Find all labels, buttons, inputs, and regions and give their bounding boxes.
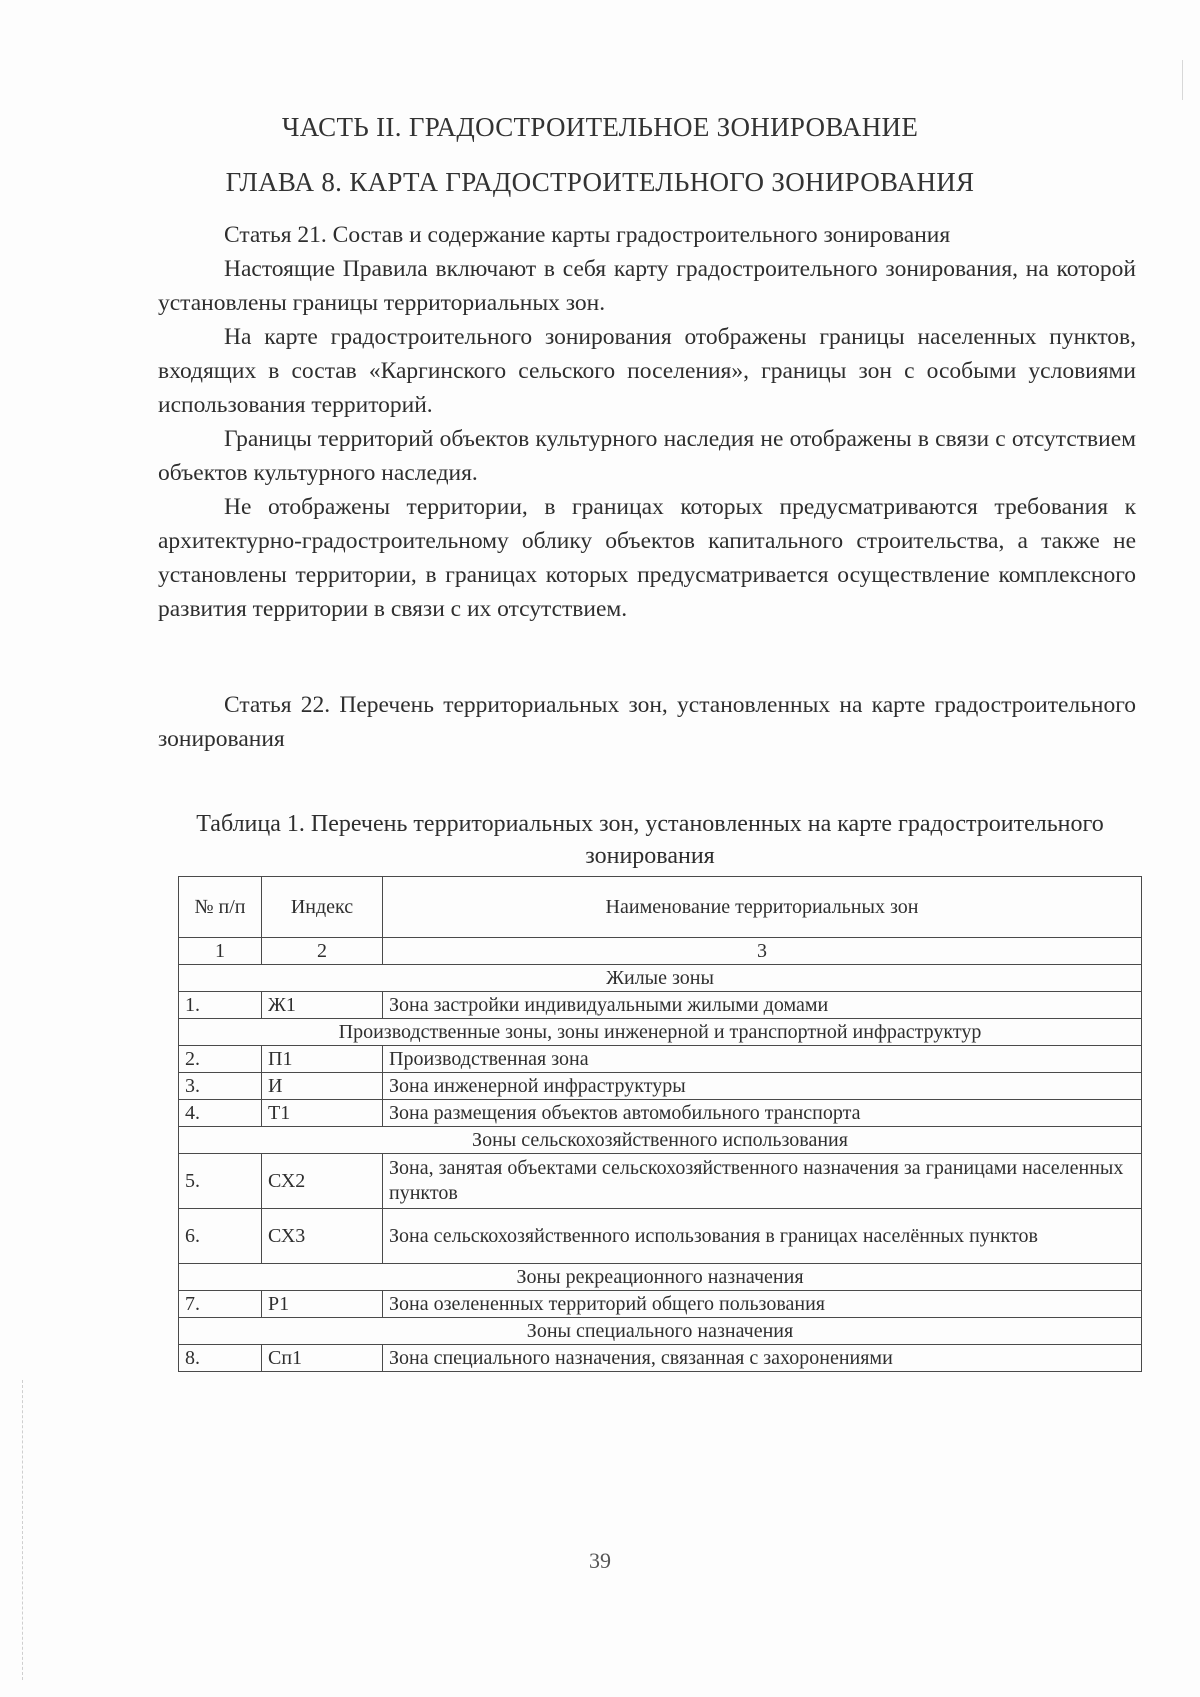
table-row (179, 1073, 1142, 1100)
row-name: Зона размещения объектов автомобильного транспорта (383, 1100, 1142, 1127)
table-row (179, 1291, 1142, 1318)
row-index: Р1 (262, 1291, 383, 1318)
row-num: 7. (179, 1291, 262, 1318)
row-index: Ж1 (262, 992, 383, 1019)
row-index: И (262, 1073, 383, 1100)
group-row-recreational (179, 1264, 1142, 1291)
group-title: Зоны специального назначения (179, 1318, 1142, 1345)
row-index: П1 (262, 1046, 383, 1073)
group-row-special (179, 1318, 1142, 1345)
row-name: Производственная зона (383, 1046, 1142, 1073)
header-num: № п/п (179, 877, 262, 938)
row-name: Зона сельскохозяйственного использования в границах населённых пунктов (383, 1209, 1142, 1264)
group-row-industrial (179, 1019, 1142, 1046)
table-header-row (179, 877, 1142, 938)
column-numbers-row (179, 938, 1142, 965)
table-row (179, 1209, 1142, 1264)
article-21-section (158, 218, 1136, 626)
table-row (179, 1100, 1142, 1127)
row-name: Зона озелененных территорий общего пользования (383, 1291, 1142, 1318)
row-num: 4. (179, 1100, 262, 1127)
group-title: Производственные зоны, зоны инженерной и транспортной инфраструктур (179, 1019, 1142, 1046)
column-number-2: 2 (262, 938, 383, 965)
row-num: 5. (179, 1154, 262, 1209)
article-22-section (158, 688, 1136, 756)
group-row-residential (179, 965, 1142, 992)
article-22-heading: Статья 22. Перечень территориальных зон, установленных на карте градостроительного зонирования (158, 692, 1136, 752)
scan-edge-mark (22, 1380, 25, 1680)
column-number-1: 1 (179, 938, 262, 965)
row-name: Зона специального назначения, связанная с захоронениями (383, 1345, 1142, 1372)
article-21-paragraph-4: Не отображены территории, в границах которых предусматриваются требования к архитектурно-градостроительному облику объектов капитального строительства, а также не установлены территории, в границах которых предусматривается осуществление комплексного развития территории в связи с их отсутствием. (158, 494, 1136, 622)
row-index: СХ3 (262, 1209, 383, 1264)
part-title: ЧАСТЬ II. ГРАДОСТРОИТЕЛЬНОЕ ЗОНИРОВАНИЕ (281, 112, 919, 142)
row-num: 8. (179, 1345, 262, 1372)
column-number-3: 3 (383, 938, 1142, 965)
table-row (179, 1046, 1142, 1073)
group-row-agricultural (179, 1127, 1142, 1154)
table-row (179, 1154, 1142, 1209)
row-index: Сп1 (262, 1345, 383, 1372)
row-name: Зона инженерной инфраструктуры (383, 1073, 1142, 1100)
table-row (179, 992, 1142, 1019)
row-num: 2. (179, 1046, 262, 1073)
row-index: СХ2 (262, 1154, 383, 1209)
group-title: Жилые зоны (179, 965, 1142, 992)
group-title: Зоны рекреационного назначения (179, 1264, 1142, 1291)
scan-edge-mark-right (1182, 60, 1185, 100)
row-index: Т1 (262, 1100, 383, 1127)
row-num: 1. (179, 992, 262, 1019)
row-num: 6. (179, 1209, 262, 1264)
article-21-paragraph-3: Границы территорий объектов культурного наследия не отображены в связи с отсутствием объектов культурного наследия. (158, 426, 1136, 486)
table-row (179, 1345, 1142, 1372)
row-name: Зона, занятая объектами сельскохозяйственного назначения за границами населенных пунктов (383, 1154, 1142, 1209)
header-index: Индекс (262, 877, 383, 938)
territorial-zones-table (178, 876, 1142, 1372)
article-21-heading: Статья 21. Состав и содержание карты градостроительного зонирования (224, 222, 951, 248)
page-number: 39 (589, 1548, 611, 1573)
article-21-paragraph-2: На карте градостроительного зонирования отображены границы населенных пунктов, входящих в состав «Каргинского сельского поселения», границы зон с особыми условиями использования территорий. (158, 324, 1136, 418)
header-name: Наименование территориальных зон (383, 877, 1142, 938)
article-21-paragraph-1: Настоящие Правила включают в себя карту градостроительного зонирования, на которой установлены границы территориальных зон. (158, 256, 1136, 316)
group-title: Зоны сельскохозяйственного использования (179, 1127, 1142, 1154)
row-name: Зона застройки индивидуальными жилыми домами (383, 992, 1142, 1019)
chapter-title: ГЛАВА 8. КАРТА ГРАДОСТРОИТЕЛЬНОГО ЗОНИРОВАНИЯ (225, 167, 975, 197)
table-caption: Таблица 1. Перечень территориальных зон, установленных на карте градостроительного зонирования (196, 811, 1104, 869)
row-num: 3. (179, 1073, 262, 1100)
